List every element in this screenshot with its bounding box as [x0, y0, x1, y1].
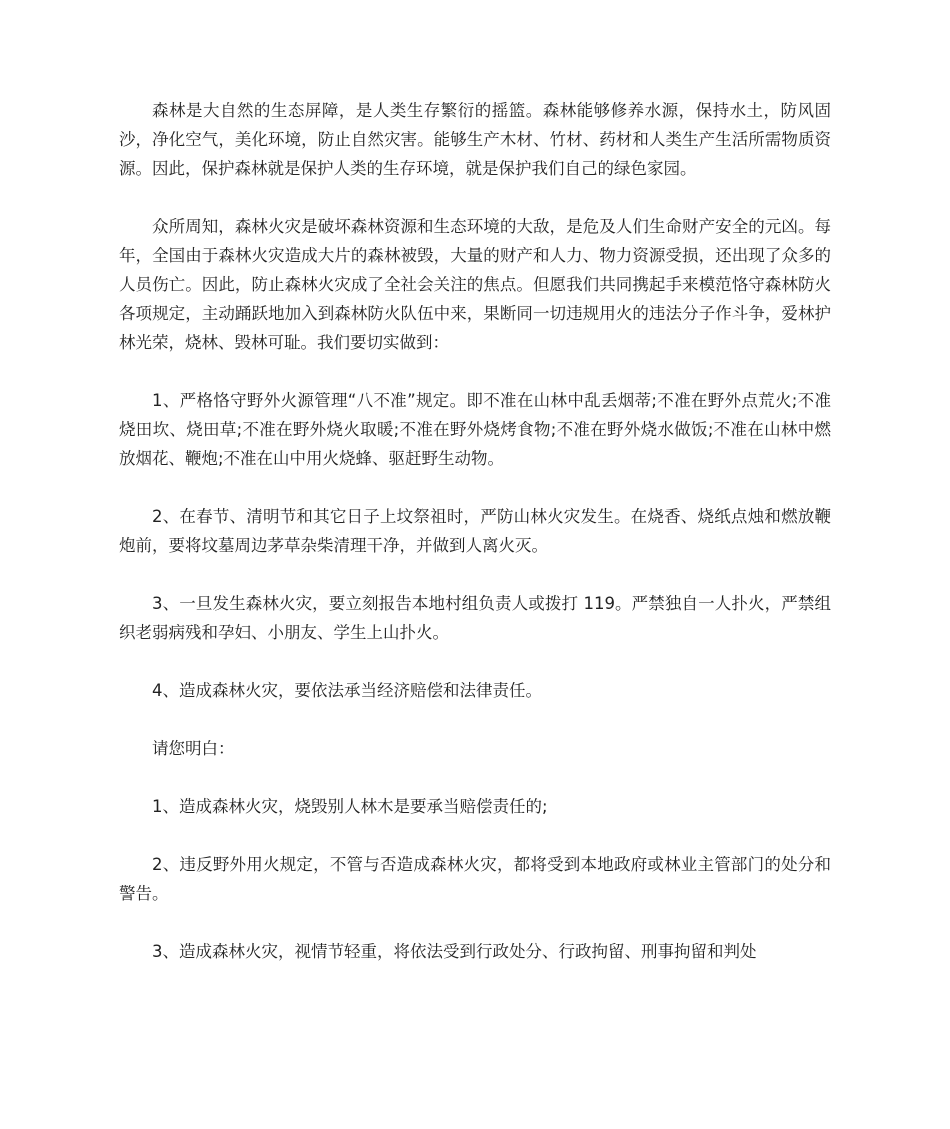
paragraph-notice-3: 3、造成森林火灾，视情节轻重，将依法受到行政处分、行政拘留、刑事拘留和判处: [152, 942, 757, 961]
paragraph-rule-2: 2、在春节、清明节和其它日子上坟祭祖时，严防山林火灾发生。在烧香、烧纸点烛和燃放鞭炮前，要将坟墓周边茅草杂柴清理干净，并做到人离火灭。: [119, 507, 831, 555]
paragraph-forest-fire-hazard: 众所周知，森林火灾是破坏森林资源和生态环境的大敌，是危及人们生命财产安全的元凶。每年，全国由于森林火灾造成大片的森林被毁，大量的财产和人力、物力资源受损，还出现了众多的人员伤亡。因此，防止森林火灾成了全社会关注的焦点。但愿我们共同携起手来模范恪守森林防火各项规定，主动踊跃地加入到森林防火队伍中来，果断同一切违规用火的违法分子作斗争，爱林护林光荣，烧林、毁林可耻。我们要切实做到：: [119, 217, 831, 352]
paragraph-notice-1: 1、造成森林火灾，烧毁别人林木是要承当赔偿责任的;: [152, 797, 548, 816]
paragraph-rule-1: 1、严格恪守野外火源管理“八不准”规定。即不准在山林中乱丢烟蒂;不准在野外点荒火;不准烧田坎、烧田草;不准在野外烧火取暖;不准在野外烧烤食物;不准在野外烧水做饭;不准在山林中燃放烟花、鞭炮;不准在山中用火烧蜂、驱赶野生动物。: [119, 391, 831, 468]
paragraph-rule-3: 3、一旦发生森林火灾，要立刻报告本地村组负责人或拨打 119。严禁独自一人扑火，严禁组织老弱病残和孕妇、小朋友、学生上山扑火。: [119, 594, 831, 642]
paragraph-rule-4: 4、造成森林火灾，要依法承当经济赔偿和法律责任。: [152, 681, 542, 700]
paragraph-intro: 森林是大自然的生态屏障，是人类生存繁衍的摇篮。森林能够修养水源，保持水土，防风固沙，净化空气，美化环境，防止自然灾害。能够生产木材、竹材、药材和人类生产生活所需物质资源。因此，保护森林就是保护人类的生存环境，就是保护我们自己的绿色家园。: [119, 101, 831, 178]
paragraph-notice-heading: 请您明白：: [152, 739, 235, 758]
document-body: [119, 96, 831, 995]
paragraph-notice-2: 2、违反野外用火规定，不管与否造成森林火灾，都将受到本地政府或林业主管部门的处分和警告。: [119, 855, 831, 903]
